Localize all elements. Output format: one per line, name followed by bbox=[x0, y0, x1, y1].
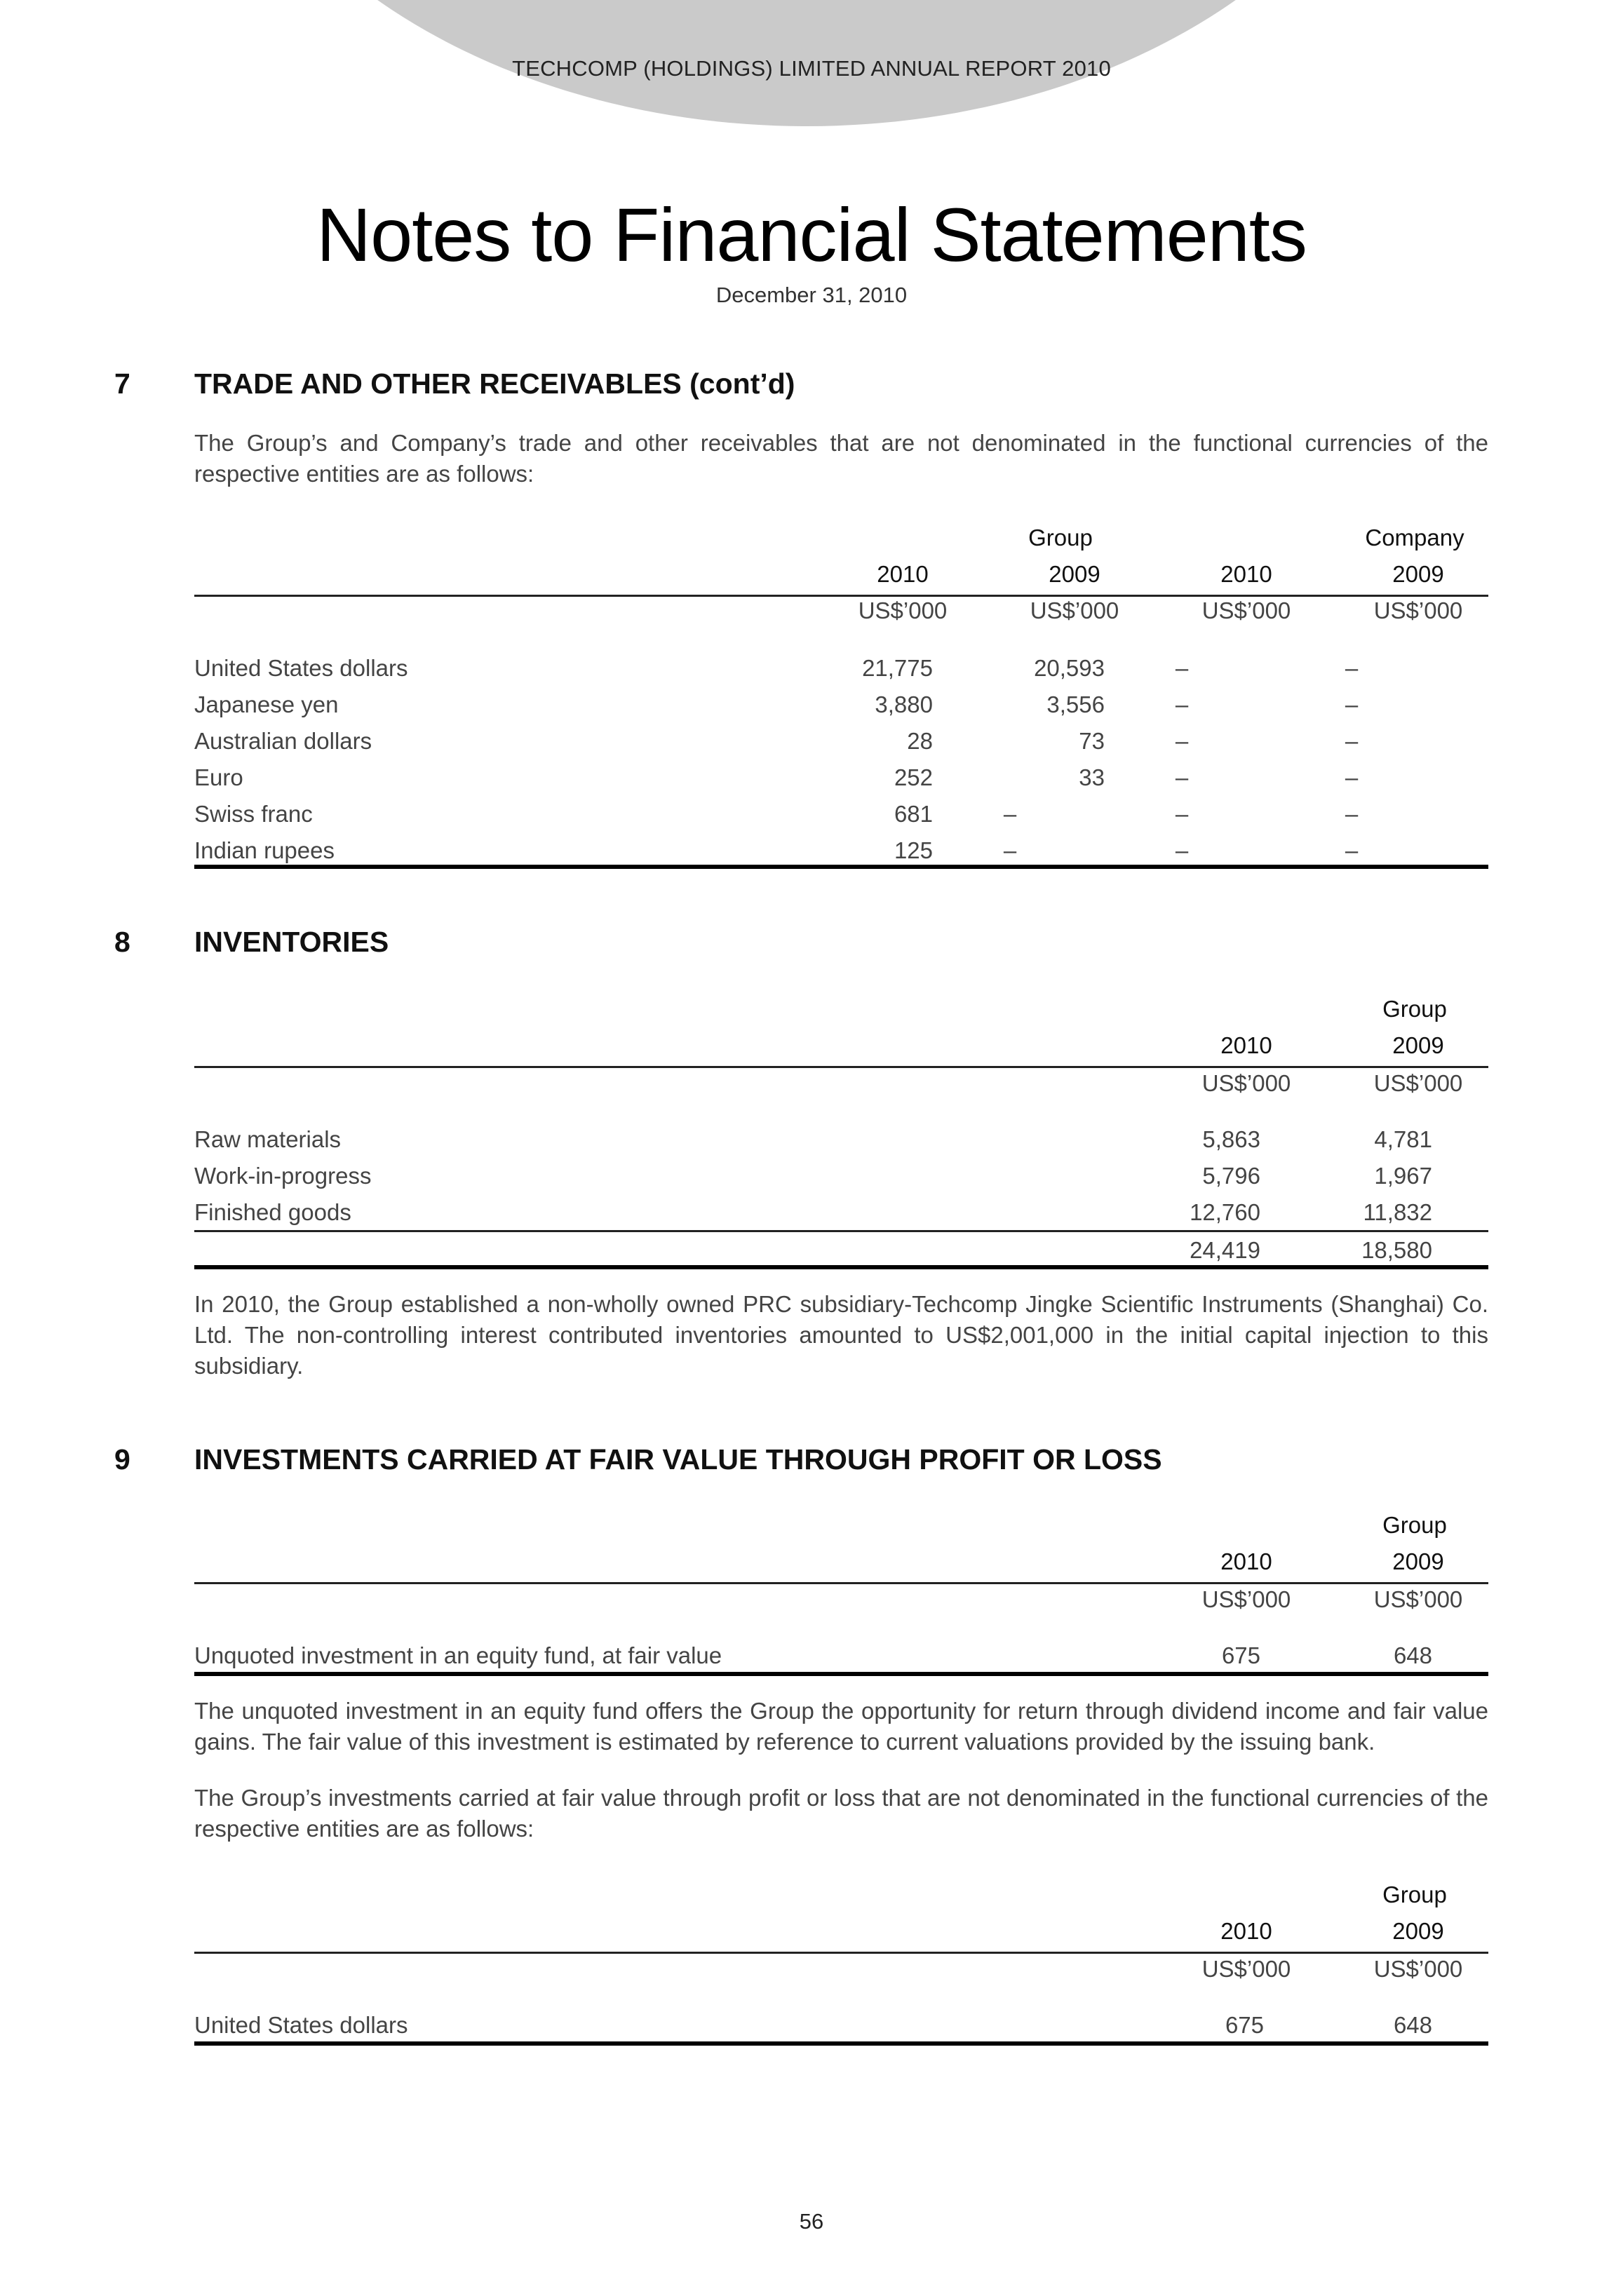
year-2009-group: 2009 bbox=[1049, 561, 1100, 587]
row-label: Unquoted investment in an equity fund, at fair value bbox=[194, 1642, 722, 1668]
year-2009-company: 2009 bbox=[1392, 561, 1444, 587]
unit-label: US$’000 bbox=[1201, 1956, 1291, 1982]
investment-currency-intro: The Group’s investments carried at fair value through profit or loss that are not denominated in the functional currencies of the respective entities are as follows: bbox=[194, 1785, 1488, 1842]
section-7-title: TRADE AND OTHER RECEIVABLES (cont’d) bbox=[194, 367, 795, 400]
table-row bbox=[194, 1638, 1488, 1675]
investment-description: The unquoted investment in an equity fund offers the Group the opportunity for return through dividend income and fair value gains. The fair value of this investment is estimated by reference to current valuations provided by the issuing bank. bbox=[194, 1698, 1488, 1755]
company-header: Company bbox=[1365, 525, 1464, 551]
cell-value: 21,775 bbox=[862, 655, 933, 681]
unit-label: US$’000 bbox=[1201, 597, 1291, 623]
inventories-note: In 2010, the Group established a non-wholly owned PRC subsidiary-Techcomp Jingke Scientific Instruments (Shanghai) Co. Ltd. The non-controlling interest contributed inventories amounted to US$2,001,000 in the initial capital injection to this subsidiary. bbox=[194, 1291, 1488, 1379]
group-header: Group bbox=[1382, 1512, 1447, 1538]
section-9-title: INVESTMENTS CARRIED AT FAIR VALUE THROUGH PROFIT OR LOSS bbox=[194, 1443, 1162, 1475]
table-bottom-rule bbox=[194, 1672, 1488, 1676]
year-2010: 2010 bbox=[1220, 1918, 1272, 1944]
cell-value: 252 bbox=[894, 764, 933, 790]
table-row bbox=[194, 1122, 1488, 1159]
row-label: Japanese yen bbox=[194, 691, 339, 717]
row-label: United States dollars bbox=[194, 655, 408, 681]
row-label: Finished goods bbox=[194, 1199, 351, 1225]
cell-value: – bbox=[1175, 801, 1189, 827]
cell-value: 28 bbox=[907, 728, 933, 754]
cell-value: – bbox=[1345, 837, 1359, 863]
cell-value: – bbox=[1003, 837, 1017, 863]
table-row bbox=[194, 797, 1488, 833]
cell-value: 33 bbox=[1079, 764, 1105, 790]
cell-value: – bbox=[1345, 764, 1359, 790]
cell-value: 648 bbox=[1393, 1642, 1432, 1668]
running-head: TECHCOMP (HOLDINGS) LIMITED ANNUAL REPORT 2010 bbox=[512, 56, 1111, 81]
table-row bbox=[194, 724, 1488, 760]
unit-label: US$’000 bbox=[1373, 1586, 1463, 1612]
cell-value: 3,556 bbox=[1046, 691, 1105, 717]
cell-value: 20,593 bbox=[1034, 655, 1105, 681]
cell-value: – bbox=[1345, 691, 1359, 717]
cell-value: – bbox=[1345, 728, 1359, 754]
cell-value: 11,832 bbox=[1363, 1199, 1432, 1225]
unit-label: US$’000 bbox=[1373, 597, 1463, 623]
cell-value: – bbox=[1345, 801, 1359, 827]
header-rule bbox=[194, 1582, 1488, 1584]
unit-label: US$’000 bbox=[1373, 1956, 1463, 1982]
cell-value: 5,796 bbox=[1202, 1163, 1260, 1189]
year-2009: 2009 bbox=[1392, 1032, 1444, 1058]
table-row bbox=[194, 651, 1488, 687]
unit-label: US$’000 bbox=[1201, 1070, 1291, 1096]
table-bottom-rule bbox=[194, 1265, 1488, 1269]
year-header-row bbox=[194, 561, 1488, 597]
header-rule bbox=[194, 595, 1488, 597]
cell-value: – bbox=[1175, 728, 1189, 754]
page-date: December 31, 2010 bbox=[715, 283, 908, 307]
unit-label: US$’000 bbox=[858, 597, 948, 623]
cell-value: 73 bbox=[1079, 728, 1105, 754]
group-header: Group bbox=[1382, 996, 1447, 1022]
year-2009: 2009 bbox=[1392, 1918, 1444, 1944]
section-9-number: 9 bbox=[114, 1443, 130, 1475]
header-rule bbox=[194, 1066, 1488, 1068]
section-7-number: 7 bbox=[114, 367, 130, 400]
year-2010-company: 2010 bbox=[1220, 561, 1272, 587]
table-bottom-rule bbox=[194, 2041, 1488, 2046]
year-2009: 2009 bbox=[1392, 1548, 1444, 1574]
page-number: 56 bbox=[799, 2209, 824, 2234]
unit-label: US$’000 bbox=[1201, 1586, 1291, 1612]
unit-row bbox=[194, 597, 1488, 634]
table-row bbox=[194, 687, 1488, 724]
total-row bbox=[194, 1233, 1488, 1269]
row-label: Swiss franc bbox=[194, 801, 313, 827]
total-value: 18,580 bbox=[1361, 1237, 1432, 1263]
group-header: Group bbox=[1382, 1882, 1447, 1907]
cell-value: – bbox=[1175, 764, 1189, 790]
cell-value: 125 bbox=[894, 837, 933, 863]
row-label: Australian dollars bbox=[194, 728, 372, 754]
row-label: Raw materials bbox=[194, 1126, 342, 1152]
year-2010: 2010 bbox=[1220, 1032, 1272, 1058]
group-header: Group bbox=[1028, 525, 1093, 551]
row-label: Indian rupees bbox=[194, 837, 335, 863]
cell-value: – bbox=[1175, 837, 1189, 863]
unit-label: US$’000 bbox=[1030, 597, 1119, 623]
total-value: 24,419 bbox=[1190, 1237, 1260, 1263]
table-row bbox=[194, 2008, 1488, 2044]
cell-value: – bbox=[1175, 691, 1189, 717]
table-row bbox=[194, 1195, 1488, 1231]
cell-value: 1,967 bbox=[1374, 1163, 1432, 1189]
subtotal-rule bbox=[194, 1230, 1488, 1232]
cell-value: – bbox=[1345, 655, 1359, 681]
section-7-intro: The Group’s and Company’s trade and other receivables that are not denominated in the functional currencies of the respective entities are as follows: bbox=[194, 430, 1488, 487]
year-2010-group: 2010 bbox=[877, 561, 929, 587]
section-8-number: 8 bbox=[114, 926, 130, 958]
table-row bbox=[194, 760, 1488, 797]
section-8-title: INVENTORIES bbox=[194, 926, 389, 958]
table-row bbox=[194, 1159, 1488, 1195]
header-rule bbox=[194, 1952, 1488, 1954]
row-label: Euro bbox=[194, 764, 243, 790]
cell-value: 681 bbox=[894, 801, 933, 827]
unit-label: US$’000 bbox=[1373, 1070, 1463, 1096]
cell-value: 3,880 bbox=[875, 691, 933, 717]
row-label: Work-in-progress bbox=[194, 1163, 372, 1189]
cell-value: – bbox=[1175, 655, 1189, 681]
table-bottom-rule bbox=[194, 865, 1488, 869]
cell-value: 675 bbox=[1225, 2012, 1264, 2038]
cell-value: 12,760 bbox=[1190, 1199, 1260, 1225]
row-label: United States dollars bbox=[194, 2012, 408, 2038]
cell-value: 5,863 bbox=[1202, 1126, 1260, 1152]
cell-value: 648 bbox=[1393, 2012, 1432, 2038]
cell-value: 4,781 bbox=[1374, 1126, 1432, 1152]
year-2010: 2010 bbox=[1220, 1548, 1272, 1574]
cell-value: 675 bbox=[1221, 1642, 1260, 1668]
page-title: Notes to Financial Statements bbox=[316, 192, 1307, 277]
cell-value: – bbox=[1003, 801, 1017, 827]
